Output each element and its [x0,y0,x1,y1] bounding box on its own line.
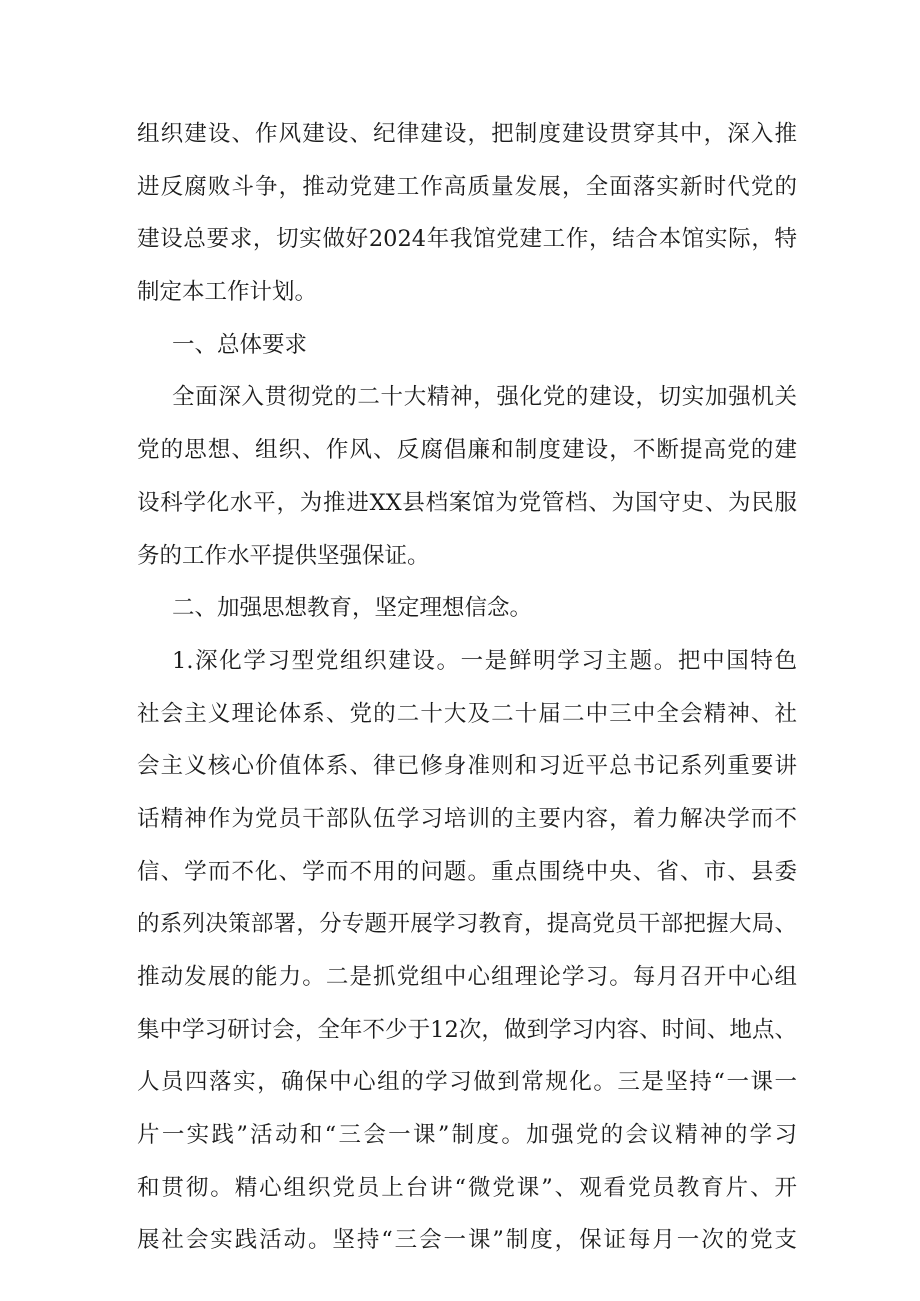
text-line: 制定本工作计划。 [137,279,318,306]
text-line: 集中学习研讨会，全年不少于12次，做到学习内容、时间、地点、 [137,1016,797,1043]
text-line: 组织建设、作风建设、纪律建设，把制度建设贯穿其中，深入推 [137,121,797,147]
text-line: 会主义核心价值体系、律已修身准则和习近平总书记系列重要讲 [137,753,797,780]
text-line: 和贯彻。精心组织党员上台讲“微党课”、观看党员教育片、开 [137,1174,797,1201]
text-line: 推动发展的能力。二是抓党组中心组理论学习。每月召开中心组 [137,964,797,990]
text-line: 一、总体要求 [172,331,308,358]
text-line: 话精神作为党员干部队伍学习培训的主要内容，着力解决学而不 [137,805,797,832]
document-body [137,108,797,1267]
text-line: 1.深化学习型党组织建设。一是鲜明学习主题。把中国特色 [172,647,797,674]
text-line: 人员四落实，确保中心组的学习做到常规化。三是坚持“一课一 [137,1069,797,1096]
text-line: 设科学化水平，为推进XX县档案馆为党管档、为国守史、为民服 [137,489,797,516]
text-line: 务的工作水平提供坚强保证。 [137,542,430,569]
text-line: 信、学而不化、学而不用的问题。重点围绕中央、省、市、县委 [137,858,797,885]
text-line: 建设总要求，切实做好2024年我馆党建工作，结合本馆实际，特 [137,226,797,253]
text-line: 进反腐败斗争，推动党建工作高质量发展，全面落实新时代党的 [137,173,797,200]
text-line: 展社会实践活动。坚持“三会一课”制度，保证每月一次的党支 [137,1227,797,1254]
text-line: 党的思想、组织、作风、反腐倡廉和制度建设，不断提高党的建 [137,437,797,464]
text-line: 全面深入贯彻党的二十大精神，强化党的建设，切实加强机关 [172,384,797,411]
text-line: 社会主义理论体系、党的二十大及二十届二中三中全会精神、社 [137,700,797,727]
text-line: 片一实践”活动和“三会一课”制度。加强党的会议精神的学习 [137,1122,797,1149]
text-line: 二、加强思想教育，坚定理想信念。 [172,595,533,622]
text-line: 的系列决策部署，分专题开展学习教育，提高党员干部把握大局、 [137,911,797,938]
